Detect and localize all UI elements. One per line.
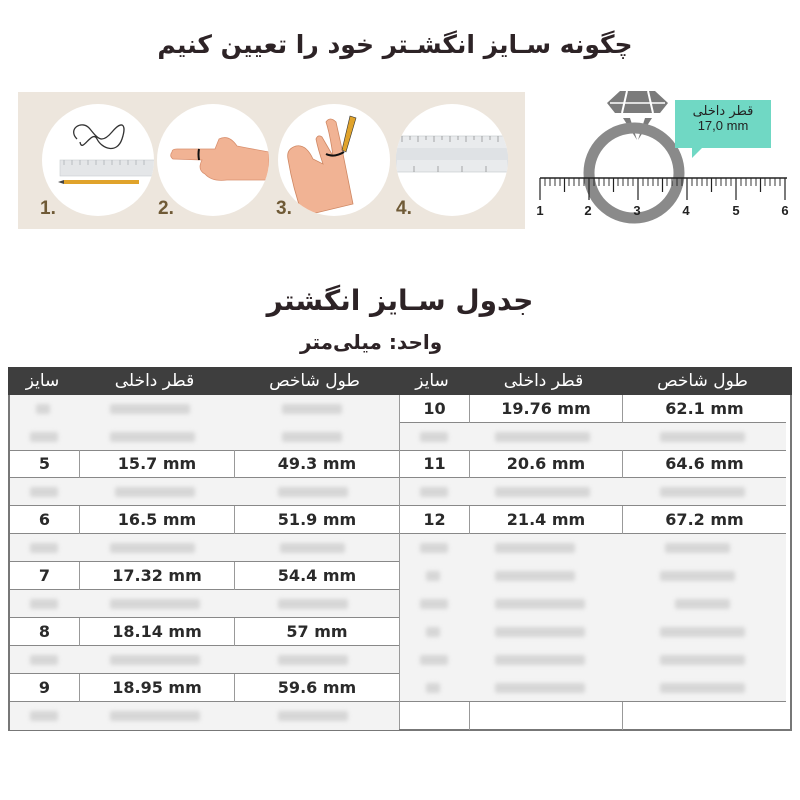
cell-size: 10: [423, 399, 446, 418]
ruler-label-5: 5: [732, 203, 740, 218]
cell-size: 8: [38, 622, 51, 641]
table-row: [10, 450, 399, 478]
bubble-value: 17,0 mm: [697, 118, 749, 134]
table-row-blurred: [10, 590, 399, 618]
cell-size: [400, 702, 469, 730]
step-1-circle: [42, 104, 154, 216]
table-row: [400, 395, 786, 423]
cell-inner-diameter: [469, 702, 622, 730]
table-row-empty: [400, 702, 786, 730]
ruler-label-4: 4: [682, 203, 690, 218]
ring-size-table: [8, 367, 792, 731]
header-length-right: طول شاخص: [657, 371, 748, 391]
page-title: چگونه سـایز انگشـتر خود را تعیین کنیم: [157, 30, 633, 59]
cell-length: 67.2 mm: [622, 506, 786, 534]
cell-length: 62.1 mm: [622, 395, 786, 423]
bubble-label: قطر داخلی: [692, 104, 754, 119]
cell-inner-diameter: 16.5 mm: [79, 506, 234, 534]
table-row-blurred: [10, 423, 399, 451]
table-row-blurred: [10, 646, 399, 674]
step-3-circle: [278, 104, 390, 216]
step-3-number: 3.: [276, 198, 292, 219]
step-4-circle: [396, 104, 508, 216]
table-rows-blurred-group: [400, 534, 786, 702]
table-row: [400, 450, 786, 478]
cell-size: 5: [38, 454, 51, 473]
string-ruler-pencil-icon: [42, 104, 154, 216]
finger-mark-pencil-icon: [278, 104, 390, 216]
ruler-label-6: 6: [781, 203, 789, 218]
step-2-number: 2.: [158, 198, 174, 219]
table-unit: واحد: میلی‌متر: [300, 330, 443, 354]
cell-inner-diameter: 18.14 mm: [79, 618, 234, 646]
cell-inner-diameter: 17.32 mm: [79, 562, 234, 590]
table-header: [8, 367, 792, 395]
table-row-blurred: [400, 423, 786, 451]
header-inner-left: قطر داخلی: [114, 371, 195, 391]
cell-length: 51.9 mm: [234, 506, 399, 534]
table-row: [400, 506, 786, 534]
cell-size: 11: [423, 454, 446, 473]
step-1-number: 1.: [40, 198, 56, 219]
ring-measure-illustration: [530, 88, 800, 233]
cell-size: 7: [38, 566, 51, 585]
cell-length: [622, 702, 786, 730]
table-row: [10, 506, 399, 534]
table-row: [10, 674, 399, 702]
table-row-blurred: [10, 702, 399, 730]
header-length-left: طول شاخص: [269, 371, 360, 391]
cell-length: 64.6 mm: [622, 450, 786, 478]
ruler-label-3: 3: [633, 203, 641, 218]
table-row-blurred: [10, 395, 399, 423]
cell-length: 59.6 mm: [234, 674, 399, 702]
cell-length: 49.3 mm: [234, 450, 399, 478]
cell-length: 54.4 mm: [234, 562, 399, 590]
cell-inner-diameter: 15.7 mm: [79, 450, 234, 478]
cell-inner-diameter: 18.95 mm: [79, 674, 234, 702]
header-inner-right: قطر داخلی: [503, 371, 584, 391]
inner-diameter-bubble: [675, 100, 771, 148]
cell-inner-diameter: 19.76 mm: [469, 395, 622, 423]
cell-inner-diameter: 20.6 mm: [469, 450, 622, 478]
ruler-label-1: 1: [536, 203, 544, 218]
table-row: [10, 562, 399, 590]
cell-inner-diameter: 21.4 mm: [469, 506, 622, 534]
cell-size: 9: [38, 678, 51, 697]
steps-panel: [18, 92, 525, 229]
table-row-blurred: [10, 478, 399, 506]
table-row-blurred: [10, 534, 399, 562]
table-body: [8, 395, 792, 731]
bubble-tail: [692, 146, 704, 158]
table-row-blurred: [400, 478, 786, 506]
cell-size: 12: [423, 510, 446, 529]
table-row: [10, 618, 399, 646]
header-size-left: سایز: [25, 371, 60, 391]
step-4-number: 4.: [396, 198, 412, 219]
ruler-label-2: 2: [584, 203, 592, 218]
ruler-measure-icon: [396, 104, 508, 216]
cell-size: 6: [38, 510, 51, 529]
cell-length: 57 mm: [234, 618, 399, 646]
table-title: جدول سـایز انگشتر: [266, 284, 534, 317]
header-size-right: سایز: [415, 371, 449, 391]
